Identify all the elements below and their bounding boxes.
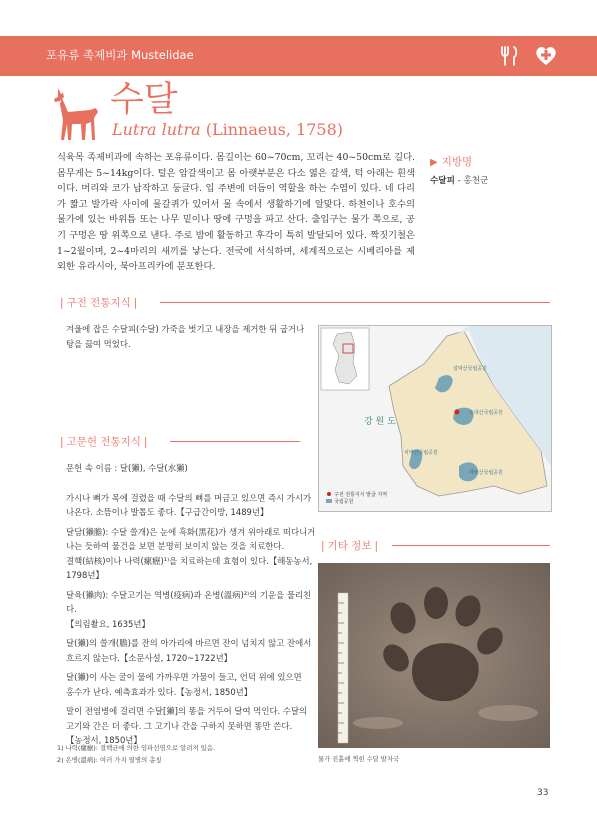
species-description: 식육목 족제비과에 속하는 포유류이다. 몸길이는 60~70cm, 꼬리는 40~50cm로 길다. 몸무게는 5~14kg이다. 털은 암갈색이고 몸 아랫부분은 다소 엷은 갈색, 턱 아래는 흰색이다. 머리와 코가 납작하고 둥글다. 입 주변에 더듬이 역할을 하는 수염이 있다. 네 다리가 짧고 발가락 사이에 물갈퀴가 있어서 물 속에서 생활하기에 알맞다. 하천이나 호수의 물가에 있는 바위틈 또는 나무 밑이나 땅에 구멍을 파고 산다. 출입구는 물가 쪽으로, 공기 구멍은 땅 위쪽으로 낸다. 주로 밤에 활동하고 후각이 특히 발달되어 있다. 짝짓기철은 1~2월이며, 2~4마리의 새끼를 낳는다. 전국에 서식하며, 세계적으로는 시베리아를 제외한 유라시아, 북아프리카에 분포한다. — [57, 152, 415, 273]
literature-paragraph — [66, 670, 316, 699]
footnote-2: 2) 온병(溫病): 여러 가지 열병의 총칭 — [57, 756, 162, 764]
section-header-bar — [0, 36, 597, 76]
map-park-label: 태백산국립공원 — [469, 470, 503, 476]
literature-paragraph — [66, 525, 316, 583]
legend-marker-site — [327, 492, 331, 496]
literature-line: 말이 전염병에 걸리면 수달[獺]의 똥을 거두어 달여 먹인다. 수달의 — [66, 706, 308, 716]
oral-tradition-heading-text: 구전 전통지식 — [66, 297, 131, 309]
oral-tradition-line: 탕을 끓여 먹었다. — [66, 338, 131, 349]
literature-paragraph — [66, 491, 316, 520]
literature-line: 고기와 간은 더 좋다. 그 고기나 간을 구하지 못하면 똥만 쓴다. — [66, 720, 293, 731]
other-info-heading-text: 기타 정보 — [327, 540, 372, 552]
other-info-heading: | 기타 정보 | — [321, 539, 379, 552]
dialect-separator: - — [454, 176, 464, 186]
page-title: 수달 — [110, 80, 178, 120]
legend-site-label: 구전 전통지식 발굴 지역 — [334, 492, 388, 498]
dialect-entry — [430, 174, 488, 186]
dialect-region: 홍천군 — [463, 176, 489, 186]
oral-tradition-line: 겨울에 잡은 수달피(수달) 가죽을 벗기고 내장을 제거한 뒤 굽거나 — [66, 324, 305, 334]
literature-names: 문헌 속 이름 : 달(獺), 수달(水獺) — [66, 463, 188, 473]
literature-line: 1798년】 — [66, 570, 104, 580]
literature-body — [66, 461, 316, 753]
dialect-name: 수달피 — [430, 176, 455, 186]
literature-heading: | 고문헌 전통지식 | — [60, 435, 148, 448]
fork-knife-icon — [497, 43, 523, 69]
literature-paragraph — [66, 588, 316, 632]
literature-line: 나온다. 소뜸이나 발톱도 좋다.【구급간이방, 1489년】 — [66, 507, 269, 517]
author-year: (Linnaeus, 1758) — [205, 120, 344, 139]
page-number: 33 — [537, 788, 549, 798]
taxonomy-label: 포유류 족제비과 Mustelidae — [46, 48, 194, 62]
heart-plus-icon — [533, 43, 559, 69]
oral-tradition-text — [66, 322, 316, 351]
dialect-heading-text: 지방명 — [441, 156, 473, 168]
literature-line: 달(獺)의 쓸개(膽)를 잔의 아가리에 바르면 잔이 넘치지 않고 잔에서 — [66, 638, 312, 648]
legend-park-label: 국립공원 — [334, 499, 354, 505]
footnote-1: 1) 나력(瘰癧): 결핵균에 의한 임파선염으로 알려져 있음. — [57, 744, 215, 752]
literature-heading-text: 고문헌 전통지식 — [66, 436, 141, 448]
literature-paragraph — [66, 636, 316, 665]
literature-line: 달육(獺肉): 수달고기는 역병(疫病)과 온병(溫病)²⁾의 기운을 물리친다. — [66, 589, 312, 614]
literature-paragraph — [66, 704, 316, 748]
header-icons — [497, 43, 559, 69]
distribution-map — [318, 325, 552, 512]
footprint-illustration — [318, 563, 550, 748]
photo-caption: 물가 진흙에 찍힌 수달 발자국 — [318, 756, 399, 763]
section-divider — [160, 302, 550, 303]
dialect-heading — [430, 154, 472, 169]
map-park-label: 오대산국립공원 — [469, 410, 503, 416]
section-divider — [392, 545, 550, 546]
map-province-label: 강 원 도 — [364, 417, 396, 427]
triangle-right-icon: ▶ — [430, 157, 438, 168]
gangwon-map — [319, 326, 551, 511]
literature-line: 가시나 뼈가 목에 걸렸을 때 수달의 뼈를 머금고 있으면 즉시 가시가 — [66, 492, 312, 503]
map-park-label: 설악산국립공원 — [453, 366, 487, 372]
otter-footprint-photo — [318, 563, 550, 748]
section-divider — [170, 441, 300, 442]
legend-marker-park — [326, 499, 332, 503]
oral-tradition-heading: | 구전 전통지식 | — [60, 296, 138, 309]
literature-line: 달(獺)이 사는 굴이 물에 가까우면 가뭄이 들고, 언덕 위에 있으면 — [66, 672, 302, 682]
literature-line: 【의림촬요, 1635년】 — [66, 618, 150, 629]
literature-line: 나는 듯하여 물건을 보면 분명히 보이지 않는 것을 치료한다. — [66, 541, 285, 551]
map-park-label: 치악산국립공원 — [404, 450, 438, 456]
scientific-name — [112, 120, 343, 139]
deer-silhouette-icon — [48, 84, 108, 144]
literature-line: 달담(獺膽): 수달 쓸개)은 눈에 흑화(黑花)가 생겨 위아래로 떠다니거 — [66, 526, 316, 537]
literature-line: 【농정서, 1850년】 — [66, 735, 142, 745]
literature-line: 홍수가 난다. 예측효과가 있다.【농정서, 1850년】 — [66, 686, 253, 697]
literature-line: 결핵(結核)이나 나력(瘰癧)¹⁾을 치료하는데 효험이 있다.【해동농서, — [66, 555, 313, 566]
literature-line: 흐르지 않는다.【소문사설, 1720~1722년】 — [66, 652, 233, 663]
latin-name: Lutra lutra — [112, 120, 201, 139]
